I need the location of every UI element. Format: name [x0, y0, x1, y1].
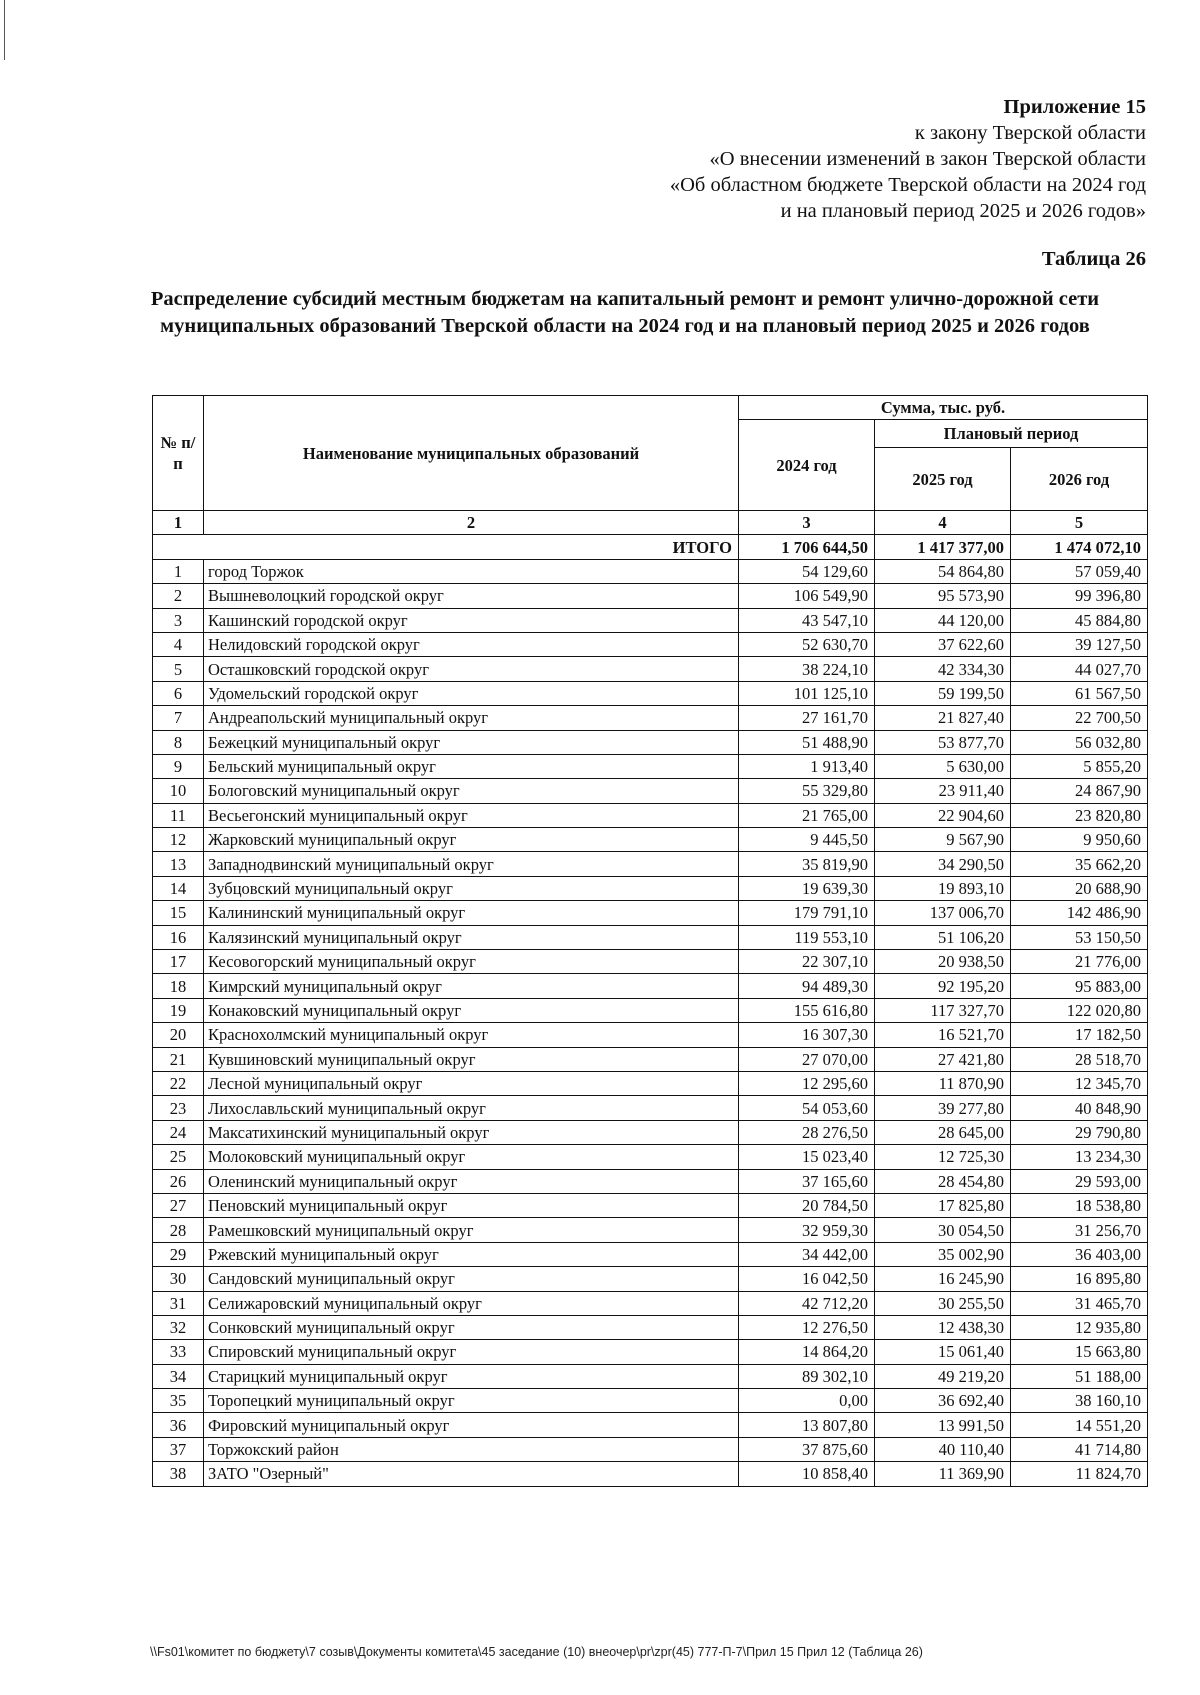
row-value-2025: 40 110,40: [875, 1437, 1011, 1461]
row-value-2024: 19 639,30: [739, 876, 875, 900]
row-value-2025: 9 567,90: [875, 828, 1011, 852]
table-row: [153, 950, 1148, 974]
row-value-2025: 53 877,70: [875, 730, 1011, 754]
col-number: 3: [739, 511, 875, 535]
header-line: «Об областном бюджете Тверской области на 2024 год: [669, 174, 1146, 196]
header-line: к закону Тверской области: [914, 122, 1146, 144]
row-municipality-name: Весьегонский муниципальный округ: [204, 803, 739, 827]
row-value-2026: 41 714,80: [1011, 1437, 1148, 1461]
row-value-2024: 13 807,80: [739, 1413, 875, 1437]
row-municipality-name: Осташковский городской округ: [204, 657, 739, 681]
footer-file-path: \\Fs01\комитет по бюджету\7 созыв\Документы комитета\45 заседание (10) внеочер\pr\zpr(45) 777-П-7\Прил 15 Прил 12 (Таблица 26): [150, 1645, 923, 1659]
header-2025: 2025 год: [875, 448, 1011, 511]
table-row: [153, 925, 1148, 949]
row-number: 13: [153, 852, 204, 876]
header-num: № п/п: [153, 396, 204, 511]
row-value-2026: 35 662,20: [1011, 852, 1148, 876]
row-value-2026: 61 567,50: [1011, 681, 1148, 705]
row-municipality-name: Конаковский муниципальный округ: [204, 998, 739, 1022]
table-row: [153, 1315, 1148, 1339]
row-value-2025: 12 725,30: [875, 1145, 1011, 1169]
row-value-2026: 31 256,70: [1011, 1218, 1148, 1242]
row-value-2024: 35 819,90: [739, 852, 875, 876]
appendix-label: Приложение 15: [1003, 96, 1146, 118]
row-value-2025: 42 334,30: [875, 657, 1011, 681]
row-value-2026: 51 188,00: [1011, 1364, 1148, 1388]
title-line: Распределение субсидий местным бюджетам на капитальный ремонт и ремонт улично-дорожной сети: [150, 288, 1100, 310]
col-number: 2: [204, 511, 739, 535]
row-value-2025: 137 006,70: [875, 901, 1011, 925]
row-number: 32: [153, 1315, 204, 1339]
row-number: 19: [153, 998, 204, 1022]
table-row: [153, 1267, 1148, 1291]
table-row: [153, 1169, 1148, 1193]
row-value-2024: 55 329,80: [739, 779, 875, 803]
row-value-2024: 27 161,70: [739, 706, 875, 730]
table-row: [153, 632, 1148, 656]
row-value-2024: 1 913,40: [739, 754, 875, 778]
row-municipality-name: Вышневолоцкий городской округ: [204, 584, 739, 608]
row-value-2025: 17 825,80: [875, 1193, 1011, 1217]
document-title: [120, 286, 1130, 340]
table-row: [153, 901, 1148, 925]
table-row: [153, 1096, 1148, 1120]
row-number: 8: [153, 730, 204, 754]
row-value-2024: 16 042,50: [739, 1267, 875, 1291]
row-number: 5: [153, 657, 204, 681]
row-value-2026: 39 127,50: [1011, 632, 1148, 656]
row-value-2026: 53 150,50: [1011, 925, 1148, 949]
table-row: [153, 1462, 1148, 1486]
row-value-2025: 13 991,50: [875, 1413, 1011, 1437]
row-value-2025: 117 327,70: [875, 998, 1011, 1022]
row-value-2026: 57 059,40: [1011, 559, 1148, 583]
total-label: ИТОГО: [153, 535, 739, 559]
row-number: 36: [153, 1413, 204, 1437]
row-value-2026: 56 032,80: [1011, 730, 1148, 754]
table-row: [153, 559, 1148, 583]
row-value-2026: 28 518,70: [1011, 1047, 1148, 1071]
row-municipality-name: ЗАТО "Озерный": [204, 1462, 739, 1486]
row-value-2024: 119 553,10: [739, 925, 875, 949]
col-number: 5: [1011, 511, 1148, 535]
row-value-2024: 34 442,00: [739, 1242, 875, 1266]
title-line: муниципальных образований Тверской области на 2024 год и на плановый период 2025 и 2026 годов: [160, 315, 1090, 337]
row-value-2026: 12 935,80: [1011, 1315, 1148, 1339]
row-value-2024: 38 224,10: [739, 657, 875, 681]
table-row: [153, 1340, 1148, 1364]
row-municipality-name: Сандовский муниципальный округ: [204, 1267, 739, 1291]
row-value-2026: 40 848,90: [1011, 1096, 1148, 1120]
row-number: 15: [153, 901, 204, 925]
row-number: 2: [153, 584, 204, 608]
row-value-2024: 51 488,90: [739, 730, 875, 754]
row-number: 31: [153, 1291, 204, 1315]
row-municipality-name: Удомельский городской округ: [204, 681, 739, 705]
row-value-2024: 12 295,60: [739, 1071, 875, 1095]
row-municipality-name: Бельский муниципальный округ: [204, 754, 739, 778]
row-value-2025: 92 195,20: [875, 974, 1011, 998]
table-row: [153, 998, 1148, 1022]
row-value-2025: 16 521,70: [875, 1023, 1011, 1047]
row-value-2025: 28 645,00: [875, 1120, 1011, 1144]
row-value-2024: 14 864,20: [739, 1340, 875, 1364]
row-value-2026: 14 551,20: [1011, 1413, 1148, 1437]
table-row: [153, 1145, 1148, 1169]
row-value-2026: 122 020,80: [1011, 998, 1148, 1022]
row-number: 7: [153, 706, 204, 730]
header-line: и на плановый период 2025 и 2026 годов»: [780, 200, 1146, 222]
row-value-2024: 179 791,10: [739, 901, 875, 925]
row-value-2025: 11 369,90: [875, 1462, 1011, 1486]
row-value-2025: 39 277,80: [875, 1096, 1011, 1120]
row-value-2024: 32 959,30: [739, 1218, 875, 1242]
row-value-2025: 34 290,50: [875, 852, 1011, 876]
row-municipality-name: Зубцовский муниципальный округ: [204, 876, 739, 900]
row-value-2024: 155 616,80: [739, 998, 875, 1022]
table-row: [153, 779, 1148, 803]
row-value-2026: 12 345,70: [1011, 1071, 1148, 1095]
row-number: 1: [153, 559, 204, 583]
row-value-2024: 54 129,60: [739, 559, 875, 583]
row-value-2025: 11 870,90: [875, 1071, 1011, 1095]
row-value-2026: 15 663,80: [1011, 1340, 1148, 1364]
table-row: [153, 1218, 1148, 1242]
header-line: «О внесении изменений в закон Тверской области: [709, 148, 1146, 170]
row-value-2026: 13 234,30: [1011, 1145, 1148, 1169]
table-row: [153, 1023, 1148, 1047]
header-sum: Сумма, тыс. руб.: [739, 396, 1148, 420]
row-value-2024: 20 784,50: [739, 1193, 875, 1217]
row-value-2024: 89 302,10: [739, 1364, 875, 1388]
row-municipality-name: Лихославльский муниципальный округ: [204, 1096, 739, 1120]
row-number: 25: [153, 1145, 204, 1169]
row-value-2026: 45 884,80: [1011, 608, 1148, 632]
row-value-2024: 12 276,50: [739, 1315, 875, 1339]
row-value-2024: 37 875,60: [739, 1437, 875, 1461]
table-row: [153, 1047, 1148, 1071]
table-row: [153, 1242, 1148, 1266]
table-row: [153, 608, 1148, 632]
row-value-2024: 106 549,90: [739, 584, 875, 608]
row-municipality-name: Селижаровский муниципальный округ: [204, 1291, 739, 1315]
row-value-2024: 42 712,20: [739, 1291, 875, 1315]
row-value-2026: 142 486,90: [1011, 901, 1148, 925]
row-number: 14: [153, 876, 204, 900]
row-number: 11: [153, 803, 204, 827]
row-value-2024: 54 053,60: [739, 1096, 875, 1120]
row-value-2024: 22 307,10: [739, 950, 875, 974]
table-row: [153, 1437, 1148, 1461]
row-value-2026: 21 776,00: [1011, 950, 1148, 974]
row-municipality-name: Ржевский муниципальный округ: [204, 1242, 739, 1266]
table-row: [153, 730, 1148, 754]
row-number: 16: [153, 925, 204, 949]
row-municipality-name: Калининский муниципальный округ: [204, 901, 739, 925]
row-value-2026: 18 538,80: [1011, 1193, 1148, 1217]
row-municipality-name: Кашинский городской округ: [204, 608, 739, 632]
row-value-2025: 54 864,80: [875, 559, 1011, 583]
row-number: 24: [153, 1120, 204, 1144]
row-number: 27: [153, 1193, 204, 1217]
row-value-2025: 49 219,20: [875, 1364, 1011, 1388]
row-value-2025: 30 054,50: [875, 1218, 1011, 1242]
row-municipality-name: Торопецкий муниципальный округ: [204, 1389, 739, 1413]
row-municipality-name: Оленинский муниципальный округ: [204, 1169, 739, 1193]
row-number: 26: [153, 1169, 204, 1193]
row-number: 17: [153, 950, 204, 974]
row-value-2024: 28 276,50: [739, 1120, 875, 1144]
row-municipality-name: Лесной муниципальный округ: [204, 1071, 739, 1095]
row-value-2024: 16 307,30: [739, 1023, 875, 1047]
header-name: Наименование муниципальных образований: [204, 396, 739, 511]
header-2026: 2026 год: [1011, 448, 1148, 511]
row-value-2026: 31 465,70: [1011, 1291, 1148, 1315]
row-value-2025: 95 573,90: [875, 584, 1011, 608]
row-number: 20: [153, 1023, 204, 1047]
row-value-2026: 95 883,00: [1011, 974, 1148, 998]
header-2024: 2024 год: [739, 420, 875, 511]
row-value-2025: 28 454,80: [875, 1169, 1011, 1193]
table-row: [153, 1413, 1148, 1437]
header-planned-period: Плановый период: [875, 420, 1148, 448]
table-row: [153, 754, 1148, 778]
row-municipality-name: Старицкий муниципальный округ: [204, 1364, 739, 1388]
table-row: [153, 803, 1148, 827]
row-municipality-name: Максатихинский муниципальный округ: [204, 1120, 739, 1144]
table-row: [153, 681, 1148, 705]
row-value-2026: 11 824,70: [1011, 1462, 1148, 1486]
row-number: 37: [153, 1437, 204, 1461]
table-row: [153, 657, 1148, 681]
row-municipality-name: Калязинский муниципальный округ: [204, 925, 739, 949]
row-number: 12: [153, 828, 204, 852]
row-value-2025: 16 245,90: [875, 1267, 1011, 1291]
row-value-2026: 22 700,50: [1011, 706, 1148, 730]
row-value-2025: 21 827,40: [875, 706, 1011, 730]
row-number: 33: [153, 1340, 204, 1364]
row-value-2024: 0,00: [739, 1389, 875, 1413]
row-value-2026: 29 790,80: [1011, 1120, 1148, 1144]
row-value-2024: 37 165,60: [739, 1169, 875, 1193]
row-value-2026: 23 820,80: [1011, 803, 1148, 827]
row-municipality-name: Сонковский муниципальный округ: [204, 1315, 739, 1339]
table-row: [153, 1193, 1148, 1217]
subsidy-table: [152, 395, 1148, 1487]
row-value-2026: 38 160,10: [1011, 1389, 1148, 1413]
row-value-2026: 5 855,20: [1011, 754, 1148, 778]
total-2025: 1 417 377,00: [875, 535, 1011, 559]
total-2024: 1 706 644,50: [739, 535, 875, 559]
table-row: [153, 1291, 1148, 1315]
row-municipality-name: Кимрский муниципальный округ: [204, 974, 739, 998]
row-value-2026: 36 403,00: [1011, 1242, 1148, 1266]
table-row: [153, 1071, 1148, 1095]
row-municipality-name: Бологовский муниципальный округ: [204, 779, 739, 803]
row-municipality-name: Спировский муниципальный округ: [204, 1340, 739, 1364]
row-number: 3: [153, 608, 204, 632]
table-row: [153, 584, 1148, 608]
row-municipality-name: Нелидовский городской округ: [204, 632, 739, 656]
row-municipality-name: Кесовогорский муниципальный округ: [204, 950, 739, 974]
row-value-2025: 20 938,50: [875, 950, 1011, 974]
row-value-2026: 44 027,70: [1011, 657, 1148, 681]
table-label: Таблица 26: [1041, 248, 1146, 270]
row-value-2024: 101 125,10: [739, 681, 875, 705]
table-row: [153, 1120, 1148, 1144]
table-row: [153, 1389, 1148, 1413]
row-municipality-name: Рамешковский муниципальный округ: [204, 1218, 739, 1242]
row-value-2026: 29 593,00: [1011, 1169, 1148, 1193]
row-value-2025: 23 911,40: [875, 779, 1011, 803]
row-value-2025: 5 630,00: [875, 754, 1011, 778]
row-municipality-name: Западнодвинский муниципальный округ: [204, 852, 739, 876]
row-municipality-name: Торжокский район: [204, 1437, 739, 1461]
table-row: [153, 706, 1148, 730]
table-row: [153, 876, 1148, 900]
row-value-2024: 9 445,50: [739, 828, 875, 852]
row-number: 38: [153, 1462, 204, 1486]
row-number: 21: [153, 1047, 204, 1071]
row-municipality-name: Краснохолмский муниципальный округ: [204, 1023, 739, 1047]
row-value-2025: 51 106,20: [875, 925, 1011, 949]
table-row: [153, 1364, 1148, 1388]
row-value-2024: 21 765,00: [739, 803, 875, 827]
row-value-2025: 36 692,40: [875, 1389, 1011, 1413]
row-value-2025: 27 421,80: [875, 1047, 1011, 1071]
row-value-2024: 15 023,40: [739, 1145, 875, 1169]
column-number-row: [153, 511, 1148, 535]
row-municipality-name: Молоковский муниципальный округ: [204, 1145, 739, 1169]
row-value-2025: 59 199,50: [875, 681, 1011, 705]
table-row: [153, 828, 1148, 852]
row-municipality-name: Бежецкий муниципальный округ: [204, 730, 739, 754]
row-number: 9: [153, 754, 204, 778]
row-value-2024: 52 630,70: [739, 632, 875, 656]
row-municipality-name: Жарковский муниципальный округ: [204, 828, 739, 852]
row-value-2026: 9 950,60: [1011, 828, 1148, 852]
row-municipality-name: город Торжок: [204, 559, 739, 583]
table-row: [153, 974, 1148, 998]
row-municipality-name: Кувшиновский муниципальный округ: [204, 1047, 739, 1071]
table-row: [153, 852, 1148, 876]
row-number: 30: [153, 1267, 204, 1291]
row-value-2024: 27 070,00: [739, 1047, 875, 1071]
row-value-2026: 16 895,80: [1011, 1267, 1148, 1291]
row-value-2024: 43 547,10: [739, 608, 875, 632]
row-number: 6: [153, 681, 204, 705]
row-value-2025: 44 120,00: [875, 608, 1011, 632]
row-number: 4: [153, 632, 204, 656]
row-value-2026: 17 182,50: [1011, 1023, 1148, 1047]
row-value-2026: 24 867,90: [1011, 779, 1148, 803]
row-value-2025: 22 904,60: [875, 803, 1011, 827]
row-value-2025: 12 438,30: [875, 1315, 1011, 1339]
row-value-2025: 35 002,90: [875, 1242, 1011, 1266]
col-number: 1: [153, 511, 204, 535]
row-value-2024: 10 858,40: [739, 1462, 875, 1486]
total-row: [153, 535, 1148, 559]
row-number: 18: [153, 974, 204, 998]
total-2026: 1 474 072,10: [1011, 535, 1148, 559]
row-municipality-name: Фировский муниципальный округ: [204, 1413, 739, 1437]
row-number: 10: [153, 779, 204, 803]
row-value-2025: 37 622,60: [875, 632, 1011, 656]
col-number: 4: [875, 511, 1011, 535]
row-number: 22: [153, 1071, 204, 1095]
row-number: 34: [153, 1364, 204, 1388]
row-municipality-name: Андреапольский муниципальный округ: [204, 706, 739, 730]
row-value-2026: 99 396,80: [1011, 584, 1148, 608]
scan-edge-line: [4, 0, 5, 60]
row-value-2025: 19 893,10: [875, 876, 1011, 900]
row-number: 29: [153, 1242, 204, 1266]
row-value-2026: 20 688,90: [1011, 876, 1148, 900]
row-number: 35: [153, 1389, 204, 1413]
row-value-2025: 30 255,50: [875, 1291, 1011, 1315]
row-value-2025: 15 061,40: [875, 1340, 1011, 1364]
row-number: 28: [153, 1218, 204, 1242]
document-header: [670, 94, 1146, 224]
row-value-2024: 94 489,30: [739, 974, 875, 998]
row-municipality-name: Пеновский муниципальный округ: [204, 1193, 739, 1217]
row-number: 23: [153, 1096, 204, 1120]
